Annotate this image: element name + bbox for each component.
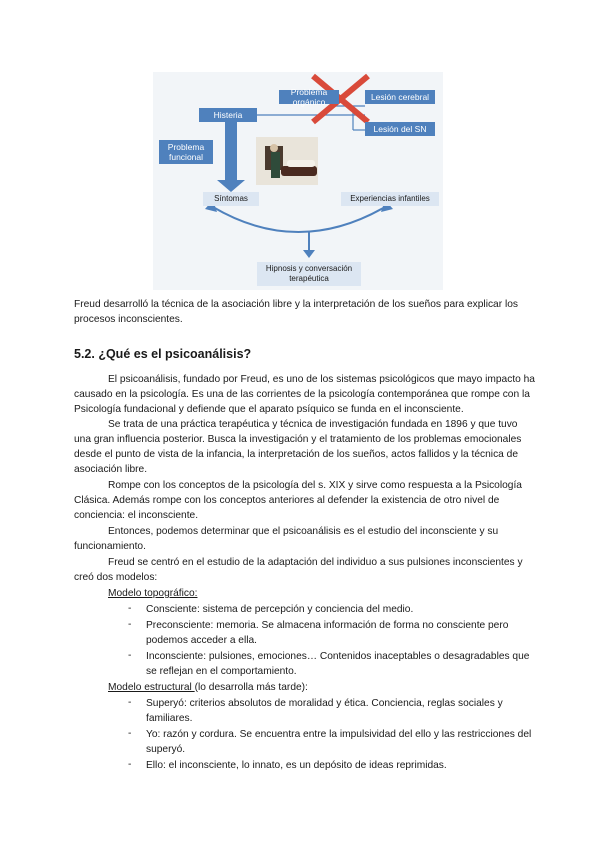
paragraph-line: asociación libre. xyxy=(74,464,148,475)
paragraph-line: Freud se centró en el estudio de la adaptación del individuo a sus pulsiones inconscientes y xyxy=(108,557,523,568)
box-lesion-cerebral: Lesión cerebral xyxy=(365,90,435,104)
caption-line: procesos inconscientes. xyxy=(74,314,183,325)
paragraph-line: funcionamiento. xyxy=(74,541,146,552)
paragraph-line: Clásica. Además rompe con los conceptos anteriores al defender la existencia de otro nivel de xyxy=(74,495,500,506)
paragraph-line: Se trata de una práctica terapéutica y técnica de investigación fundada en 1896 y que tuvo xyxy=(108,419,518,430)
estructural-item: Ello: el inconsciente, lo innato, es un depósito de ideas reprimidas. xyxy=(146,760,447,771)
bullet-dash: - xyxy=(128,728,132,739)
estructural-note: (lo desarrolla más tarde): xyxy=(194,682,308,693)
topografico-title: Modelo topográfico: xyxy=(108,588,198,599)
bullet-dash: - xyxy=(128,619,132,630)
paragraph-line: Entonces, podemos determinar que el psicoanálisis es el estudio del inconsciente y su xyxy=(108,526,499,537)
paragraph-line: Psicología fundacional y defiende que el aparato psíquico se funda en el inconsciente. xyxy=(74,404,464,415)
bullet-dash: - xyxy=(128,759,132,770)
bullet-dash: - xyxy=(128,603,132,614)
estructural-title: Modelo estructural xyxy=(108,682,195,693)
estructural-heading xyxy=(108,681,308,695)
topografico-item: podemos acceder a ella. xyxy=(146,635,257,646)
estructural-item: familiares. xyxy=(146,713,193,724)
section-heading: 5.2. ¿Qué es el psicoanálisis? xyxy=(74,347,252,361)
paragraph-line: El psicoanálisis, fundado por Freud, es uno de los sistemas psicológicos que mayo impacto ha xyxy=(108,374,535,385)
bullet-dash: - xyxy=(128,650,132,661)
box-sintomas: Síntomas xyxy=(203,192,259,206)
box-hipnosis: Hipnosis y conversación terapéutica xyxy=(257,262,361,286)
topografico-item: Inconsciente: pulsiones, emociones… Contenidos inaceptables o desagradables que xyxy=(146,651,530,662)
paragraph-line: conciencia: el inconsciente. xyxy=(74,510,199,521)
box-problema-organico: Problema orgánico xyxy=(279,90,339,104)
box-problema-funcional: Problema funcional xyxy=(159,140,213,164)
paragraph-line: Rompe con los conceptos de la psicología del s. XIX y sirve como respuesta a la Psicología xyxy=(108,480,522,491)
paragraph-line: una gran influencia posterior. Busca la investigación y el tratamiento de los problemas emocionales xyxy=(74,434,522,445)
estructural-item: Superyó: criterios absolutos de moralidad y ética. Conciencia, reglas sociales y xyxy=(146,698,503,709)
topografico-item: Preconsciente: memoria. Se almacena información de forma no consciente pero xyxy=(146,620,509,631)
box-experiencias-infantiles: Experiencias infantiles xyxy=(341,192,439,206)
box-histeria: Histeria xyxy=(199,108,257,122)
bullet-dash: - xyxy=(128,697,132,708)
estructural-item: superyó. xyxy=(146,744,186,755)
caption-line: Freud desarrolló la técnica de la asociación libre y la interpretación de los sueños para explicar los xyxy=(74,299,518,310)
estructural-item: Yo: razón y cordura. Se encuentra entre la impulsividad del ello y las restricciones del xyxy=(146,729,532,740)
topografico-item: se reflejan en el comportamiento. xyxy=(146,666,297,677)
freud-diagram xyxy=(153,72,443,290)
paragraph-line: causado en la psicología. Es una de las corrientes de la psicología contemporánea que rompe con la xyxy=(74,389,530,400)
topografico-item: Consciente: sistema de percepción y conciencia del medio. xyxy=(146,604,414,615)
box-lesion-sn: Lesión del SN xyxy=(365,122,435,136)
paragraph-line: creó dos modelos: xyxy=(74,572,158,583)
paragraph-line: desde el punto de vista de la infancia, la interpretación de los sueños, actos fallidos y la técnica de xyxy=(74,449,518,460)
